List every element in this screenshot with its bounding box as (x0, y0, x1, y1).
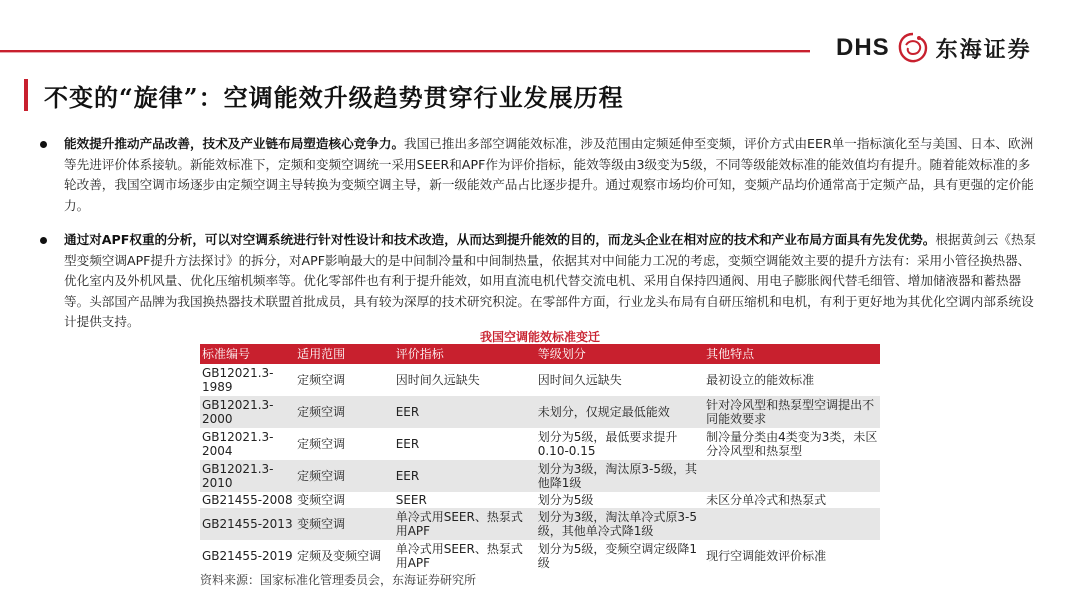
table-row (200, 540, 880, 572)
table-cell: 划分为5级 (537, 493, 594, 507)
table-header-cell: 等级划分 (536, 344, 704, 364)
table-row (200, 396, 880, 428)
table-cell: 定频空调 (297, 437, 346, 451)
logo-chinese-text: 东海证券 (935, 37, 1032, 63)
table-cell: 未划分，仅规定最低能效 (536, 396, 704, 428)
bullet-body-text: 我国已推出多部空调能效标准，涉及范围由定频延伸至变频，评价方式由EER单一指标演化至与美国、日本、欧洲等先进评价体系接轨。新能效标准下，定频和变频空调统一采用SEER和APF作为评价指标，能效等级由3级变为5级，不同等级能效标准的能效值均有提升。随着能效标准的多轮改善，我国空调市场逐步由定频空调主导转换为变频空调主导，新一级能效产品占比逐步提升。通过观察市场均价可知，变频产品均价通常高于定频产品，具有更强的定价能力。 (64, 136, 1034, 213)
table-cell: 最初设立的能效标准 (706, 373, 815, 387)
table-cell: 定频空调 (297, 373, 346, 387)
table-cell: 针对冷风型和热泵型空调提出不同能效要求 (704, 396, 880, 428)
table-cell: GB12021.3-2000 (200, 396, 295, 428)
table-cell (704, 508, 880, 540)
table-cell: 划分为3级，淘汰单冷式原3-5级，其他单冷式降1级 (536, 508, 704, 540)
table-header-cell: 适用范围 (295, 344, 394, 364)
bullet-item (40, 230, 1040, 333)
table-row (200, 364, 880, 396)
bullet-dot-icon (40, 237, 47, 244)
table-cell: EER (394, 460, 536, 492)
table-cell: 划分为5级，变频空调定级降1级 (537, 542, 698, 570)
table-header-row (200, 344, 880, 364)
logo-text: DHS (836, 34, 890, 61)
table-cell: SEER (395, 493, 427, 507)
bullet-item (40, 134, 1040, 216)
dragon-logo-icon (896, 31, 930, 65)
table-cell: GB21455-2019 (202, 549, 293, 563)
table-cell: 定频及变频空调 (297, 549, 382, 563)
table-cell: GB12021.3-1989 (202, 366, 274, 394)
bullet-bold-text: 通过对APF权重的分析，可以对空调系统进行针对性设计和技术改造，从而达到提升能效的目的，而龙头企业在相对应的技术和产业布局方面具有先发优势。 (64, 232, 936, 247)
table-header-cell: 评价指标 (394, 344, 536, 364)
table-cell: 定频空调 (295, 396, 394, 428)
bullet-bold-text: 能效提升推动产品改善，技术及产业链布局塑造核心竞争力。 (64, 136, 405, 151)
table-cell: 单冷式用SEER、热泵式用APF (394, 508, 536, 540)
bullet-dot-icon (40, 141, 47, 148)
table-cell: 因时间久远缺失 (395, 373, 480, 387)
table-cell: 因时间久远缺失 (537, 373, 622, 387)
table-header-cell: 标准编号 (200, 344, 295, 364)
table-cell: 变频空调 (297, 493, 346, 507)
table-cell: 现行空调能效评价标准 (706, 549, 827, 563)
company-logo (836, 30, 1032, 66)
source-note: 资料来源：国家标准化管理委员会，东海证券研究所 (200, 573, 477, 587)
table-cell: 定频空调 (295, 460, 394, 492)
header-rule-shadow (0, 52, 810, 53)
table-cell (704, 460, 880, 492)
table-cell: EER (395, 437, 420, 451)
page-title: 不变的“旋律”：空调能效升级趋势贯穿行业发展历程 (44, 83, 624, 112)
standards-table (200, 344, 880, 572)
table-cell: GB21455-2008 (202, 493, 293, 507)
table-cell: 划分为3级，淘汰原3-5级，其他降1级 (536, 460, 704, 492)
table-row (200, 492, 880, 508)
table-row (200, 428, 880, 460)
table-cell: 未区分单冷式和热泵式 (706, 493, 827, 507)
title-accent-bar (24, 79, 28, 111)
table-cell: GB21455-2013 (200, 508, 295, 540)
bullet-list (40, 134, 1040, 347)
table-row (200, 460, 880, 492)
table-title: 我国空调能效标准变迁 (479, 330, 600, 344)
table-cell: 单冷式用SEER、热泵式用APF (395, 542, 523, 570)
table-cell: GB12021.3-2004 (202, 430, 274, 458)
table-cell: EER (394, 396, 536, 428)
table-row (200, 508, 880, 540)
table-cell: 变频空调 (295, 508, 394, 540)
bullet-body-text: 根据黄剑云《热泵型变频空调APF提升方法探讨》的拆分，对APF影响最大的是中间制冷量和中间制热量，依据其对中间能力工况的考虑，变频空调能效主要的提升方法有：采用小管径换热器、优化室内及外机风量、优化压缩机频率等。优化零部件也有利于提升能效，如用直流电机代替交流电机、采用自保持四通阀、用电子膨胀阀代替毛细管、增加储液器和蓄热器等。头部国产品牌为我国换热器技术联盟首批成员，具有较为深厚的技术研究积淀。在零部件方面，行业龙头布局有自研压缩机和电机，有利于更好地为其优化空调内部系统设计提供支持。 (64, 232, 1037, 329)
table-header-cell: 其他特点 (704, 344, 880, 364)
table-cell: 制冷量分类由4类变为3类，未区分冷风型和热泵型 (706, 430, 878, 458)
table-cell: 划分为5级，最低要求提升0.10-0.15 (537, 430, 678, 458)
table-cell: GB12021.3-2010 (200, 460, 295, 492)
